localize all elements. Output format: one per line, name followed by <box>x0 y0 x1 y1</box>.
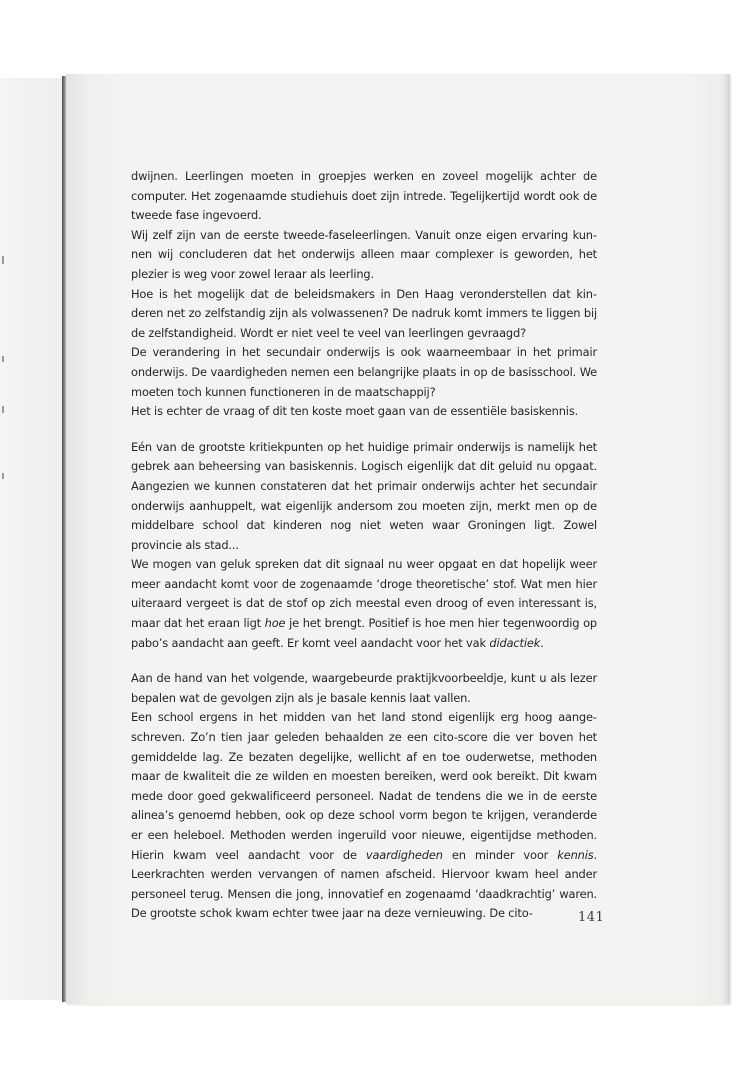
paragraph: Aan de hand van het volgende, waargebeurde praktijkvoorbeeldje, kunt u als lezer bepalen wat de gevolgen zijn als je basale kennis laat vallen. <box>131 671 597 705</box>
paragraph <box>131 708 597 924</box>
italic-term-didactiek: didactiek <box>489 635 541 650</box>
paragraph: dwijnen. Leerlingen moeten in groepjes werken en zoveel mogelijk achter de computer. Het zogenaamde studiehuis doet zijn intrede. Tegelijkertijd wordt ook de tweede fase ingevoerd. <box>131 169 597 223</box>
left-page-mark <box>2 356 4 362</box>
italic-term-kennis: kennis <box>557 847 594 862</box>
left-page-mark <box>2 406 4 413</box>
paragraph: De verandering in het secundair onderwijs is ook waarneembaar in het primair onderwijs. De vaardigheden nemen een belangrijke plaats in op de basisschool. We moeten toch kunnen functioneren in de maatschappij? <box>131 345 597 399</box>
left-page-edge <box>0 78 64 1000</box>
paragraph: Hoe is het mogelijk dat de beleidsmakers in Den Haag veronderstellen dat kinderen net zo zelfstandig zijn als volwassenen? De nadruk komt immers te liggen bij de zelfstandigheid. Wordt er niet veel te veel van leerlingen gevraagd? <box>131 286 597 340</box>
text-run: Een school ergens in het midden van het land stond eigenlijk erg hoog aangeschreven. Zo’n tien jaar geleden behaalden ze een cito-score die ver boven het gemiddelde lag. Ze bezaten degelijke, wellicht af en toe ouderwetse, methoden maar de kwaliteit die ze wilden en moesten bereiken, werd ook bereikt. Dit kwam mede door goed gekwalificeerd personeel. Nadat de tendens die we in de eerste alinea’s genoemd hebben, ook op deze school vorm begon te krijgen, veranderde er een heleboel. Methoden werden ingeruild voor nieuwe, eigentijdse methoden. Hierin kwam veel aandacht voor de <box>131 710 597 862</box>
page-number: 141 <box>578 910 605 925</box>
left-page-mark <box>2 256 4 264</box>
italic-term-hoe: hoe <box>264 616 286 631</box>
italic-term-vaardigheden: vaardigheden <box>365 847 443 862</box>
text-run: . <box>540 635 544 650</box>
page-edge <box>724 74 730 1004</box>
left-page-mark <box>2 473 4 479</box>
paragraph <box>131 555 597 653</box>
paragraph: Het is echter de vraag of dit ten koste moet gaan van de essentiële basiskennis. <box>131 404 579 419</box>
text-run: en minder voor <box>442 847 558 862</box>
paragraph: Eén van de grootste kritiekpunten op het huidige primair onderwijs is namelijk het gebrek aan beheersing van basiskennis. Logisch eigenlijk dat dit geluid nu opgaat. Aangezien we kunnen constateren dat het primair onderwijs achter het secundair onderwijs aanhuppelt, wat eigenlijk andersom zou moeten zijn, merkt men op de middelbare school dat kinderen nog niet weten waar Groningen ligt. Zowel provincie als stad... <box>131 439 597 552</box>
text-run: je het brengt. Positief is hoe men hier tegenwoordig op pabo’s aandacht aan geeft. Er komt veel aandacht voor het vak <box>131 616 597 650</box>
body-text <box>131 167 597 924</box>
text-run: We mogen van geluk spreken dat dit signaal nu weer opgaat en dat hopelijk weer meer aandacht komt voor de zogenaamde ‘droge theoretische’ stof. Wat men hier uiteraard vergeet is dat de stof op zich meestal even droog of even interessant is, maar dat het eraan ligt <box>131 557 597 631</box>
text-run: . Leerkrachten werden vervangen of namen afscheid. Hiervoor kwam heel ander personeel terug. Mensen die jong, innovatief en zogenaamd ‘daadkrachtig’ waren. De grootste schok kwam echter twee jaar na deze vernieuwing. De cito- <box>131 847 598 921</box>
paragraph: Wij zelf zijn van de eerste tweede-faseleerlingen. Vanuit onze eigen ervaring kunnen wij concluderen dat het onderwijs alleen maar complexer is geworden, het plezier is weg voor zowel leraar als leerling. <box>131 227 597 281</box>
